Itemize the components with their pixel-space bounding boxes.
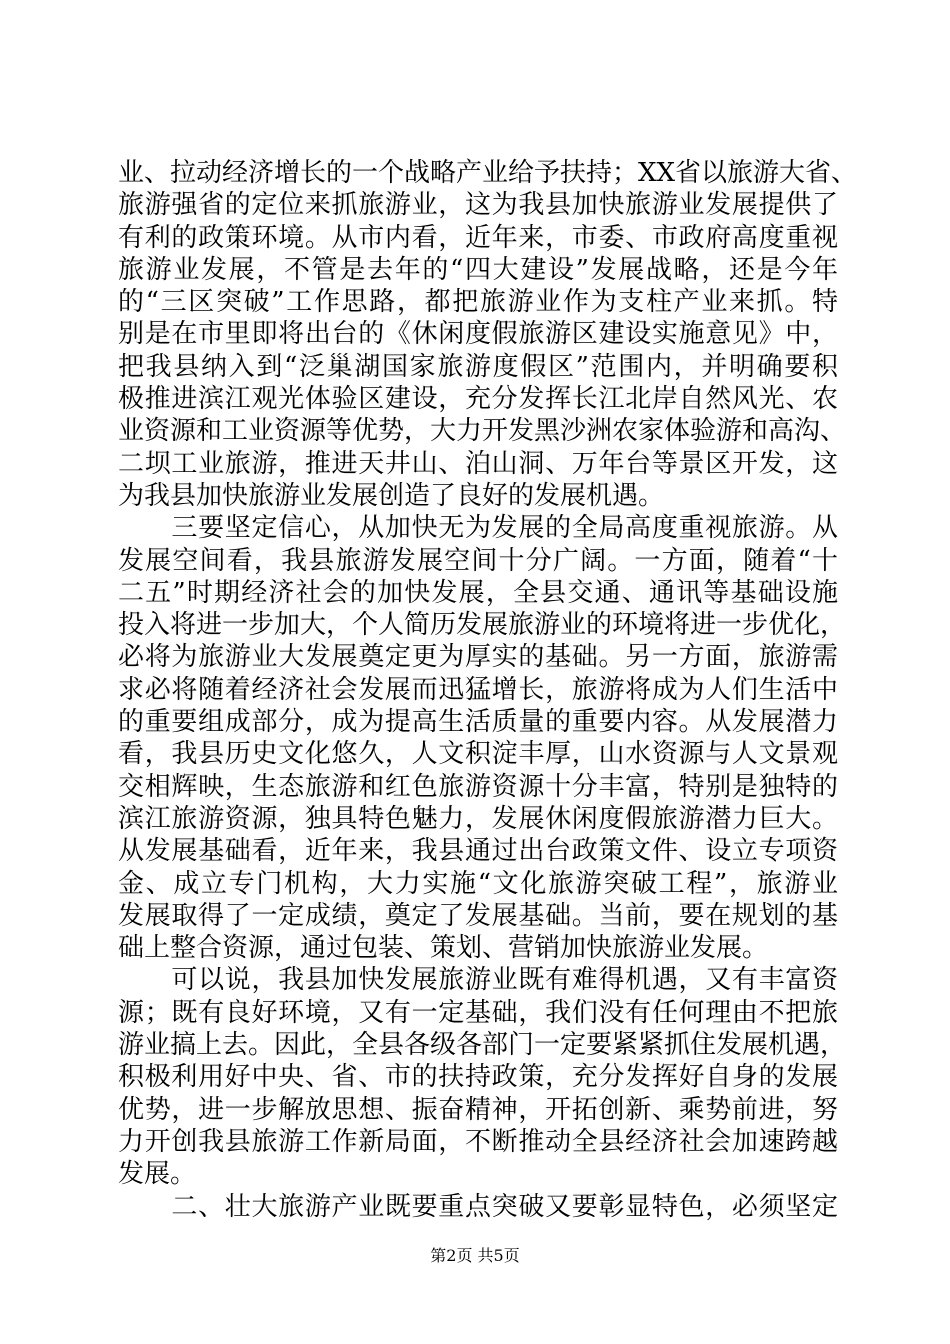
- text-line: 投入将进一步加大，个人简历发展旅游业的环境将进一步优化，: [118, 610, 847, 641]
- text-line: 看，我县历史文化悠久，人文积淀丰厚，山水资源与人文景观: [118, 739, 838, 770]
- body-text: [118, 157, 858, 1223]
- text-line: 交相辉映，生态旅游和红色旅游资源十分丰富，特别是独特的: [118, 771, 838, 802]
- text-line: 旅游业发展，不管是去年的“四大建设”发展战略，还是今年: [118, 254, 838, 285]
- text-line: 把我县纳入到“泛巢湖国家旅游度假区”范围内，并明确要积: [118, 351, 838, 382]
- text-line: 源；既有良好环境，又有一定基础，我们没有任何理由不把旅: [118, 997, 838, 1028]
- text-line: 二五”时期经济社会的加快发展，全县交通、通讯等基础设施: [118, 577, 838, 608]
- text-line: 的重要组成部分，成为提高生活质量的重要内容。从发展潜力: [118, 707, 838, 738]
- text-line: 从发展基础看，近年来，我县通过出台政策文件、设立专项资: [118, 836, 838, 867]
- text-line: 有利的政策环境。从市内看，近年来，市委、市政府高度重视: [118, 222, 838, 253]
- text-line: 二、壮大旅游产业既要重点突破又要彰显特色，必须坚定: [118, 1191, 838, 1222]
- text-line: 发展空间看，我县旅游发展空间十分广阔。一方面，随着“十: [118, 545, 838, 576]
- text-line: 力开创我县旅游工作新局面，不断推动全县经济社会加速跨越: [118, 1126, 838, 1157]
- text-line: 金、成立专门机构，大力实施“文化旅游突破工程”，旅游业: [118, 868, 838, 899]
- text-line: 发展取得了一定成绩，奠定了发展基础。当前，要在规划的基: [118, 900, 838, 931]
- text-line: 的“三区突破”工作思路，都把旅游业作为支柱产业来抓。特: [118, 287, 838, 318]
- text-line: 业资源和工业资源等优势，大力开发黑沙洲农家体验游和高沟、: [118, 416, 847, 447]
- text-line: 二坝工业旅游，推进天井山、泊山洞、万年台等景区开发，这: [118, 448, 838, 479]
- text-line: 必将为旅游业大发展奠定更为厚实的基础。另一方面，旅游需: [118, 642, 838, 673]
- text-line: 业、拉动经济增长的一个战略产业给予扶持；XX省以旅游大省、: [118, 158, 858, 188]
- text-line: 极推进滨江观光体验区建设，充分发挥长江北岸自然风光、农: [118, 384, 838, 415]
- text-line: 可以说，我县加快发展旅游业既有难得机遇，又有丰富资: [118, 965, 838, 996]
- text-line: 游业搞上去。因此，全县各级各部门一定要紧紧抓住发展机遇，: [118, 1030, 847, 1061]
- text-line: 础上整合资源，通过包装、策划、营销加快旅游业发展。: [118, 933, 769, 964]
- text-line: 滨江旅游资源，独具特色魅力，发展休闲度假旅游潜力巨大。: [118, 803, 838, 834]
- text-line: 优势，进一步解放思想、振奋精神，开拓创新、乘势前进，努: [118, 1094, 838, 1125]
- text-line: 发展。: [118, 1159, 197, 1190]
- text-line: 求必将随着经济社会发展而迅猛增长，旅游将成为人们生活中: [118, 674, 838, 705]
- page-footer: 第2页 共5页: [430, 1246, 520, 1265]
- text-line: 为我县加快旅游业发展创造了良好的发展机遇。: [118, 480, 665, 511]
- text-line: 积极利用好中央、省、市的扶持政策，充分发挥好自身的发展: [118, 1062, 838, 1093]
- text-line: 别是在市里即将出台的《休闲度假旅游区建设实施意见》中，: [118, 319, 838, 350]
- text-line: 三要坚定信心，从加快无为发展的全局高度重视旅游。从: [118, 513, 838, 544]
- text-line: 旅游强省的定位来抓旅游业，这为我县加快旅游业发展提供了: [118, 190, 838, 221]
